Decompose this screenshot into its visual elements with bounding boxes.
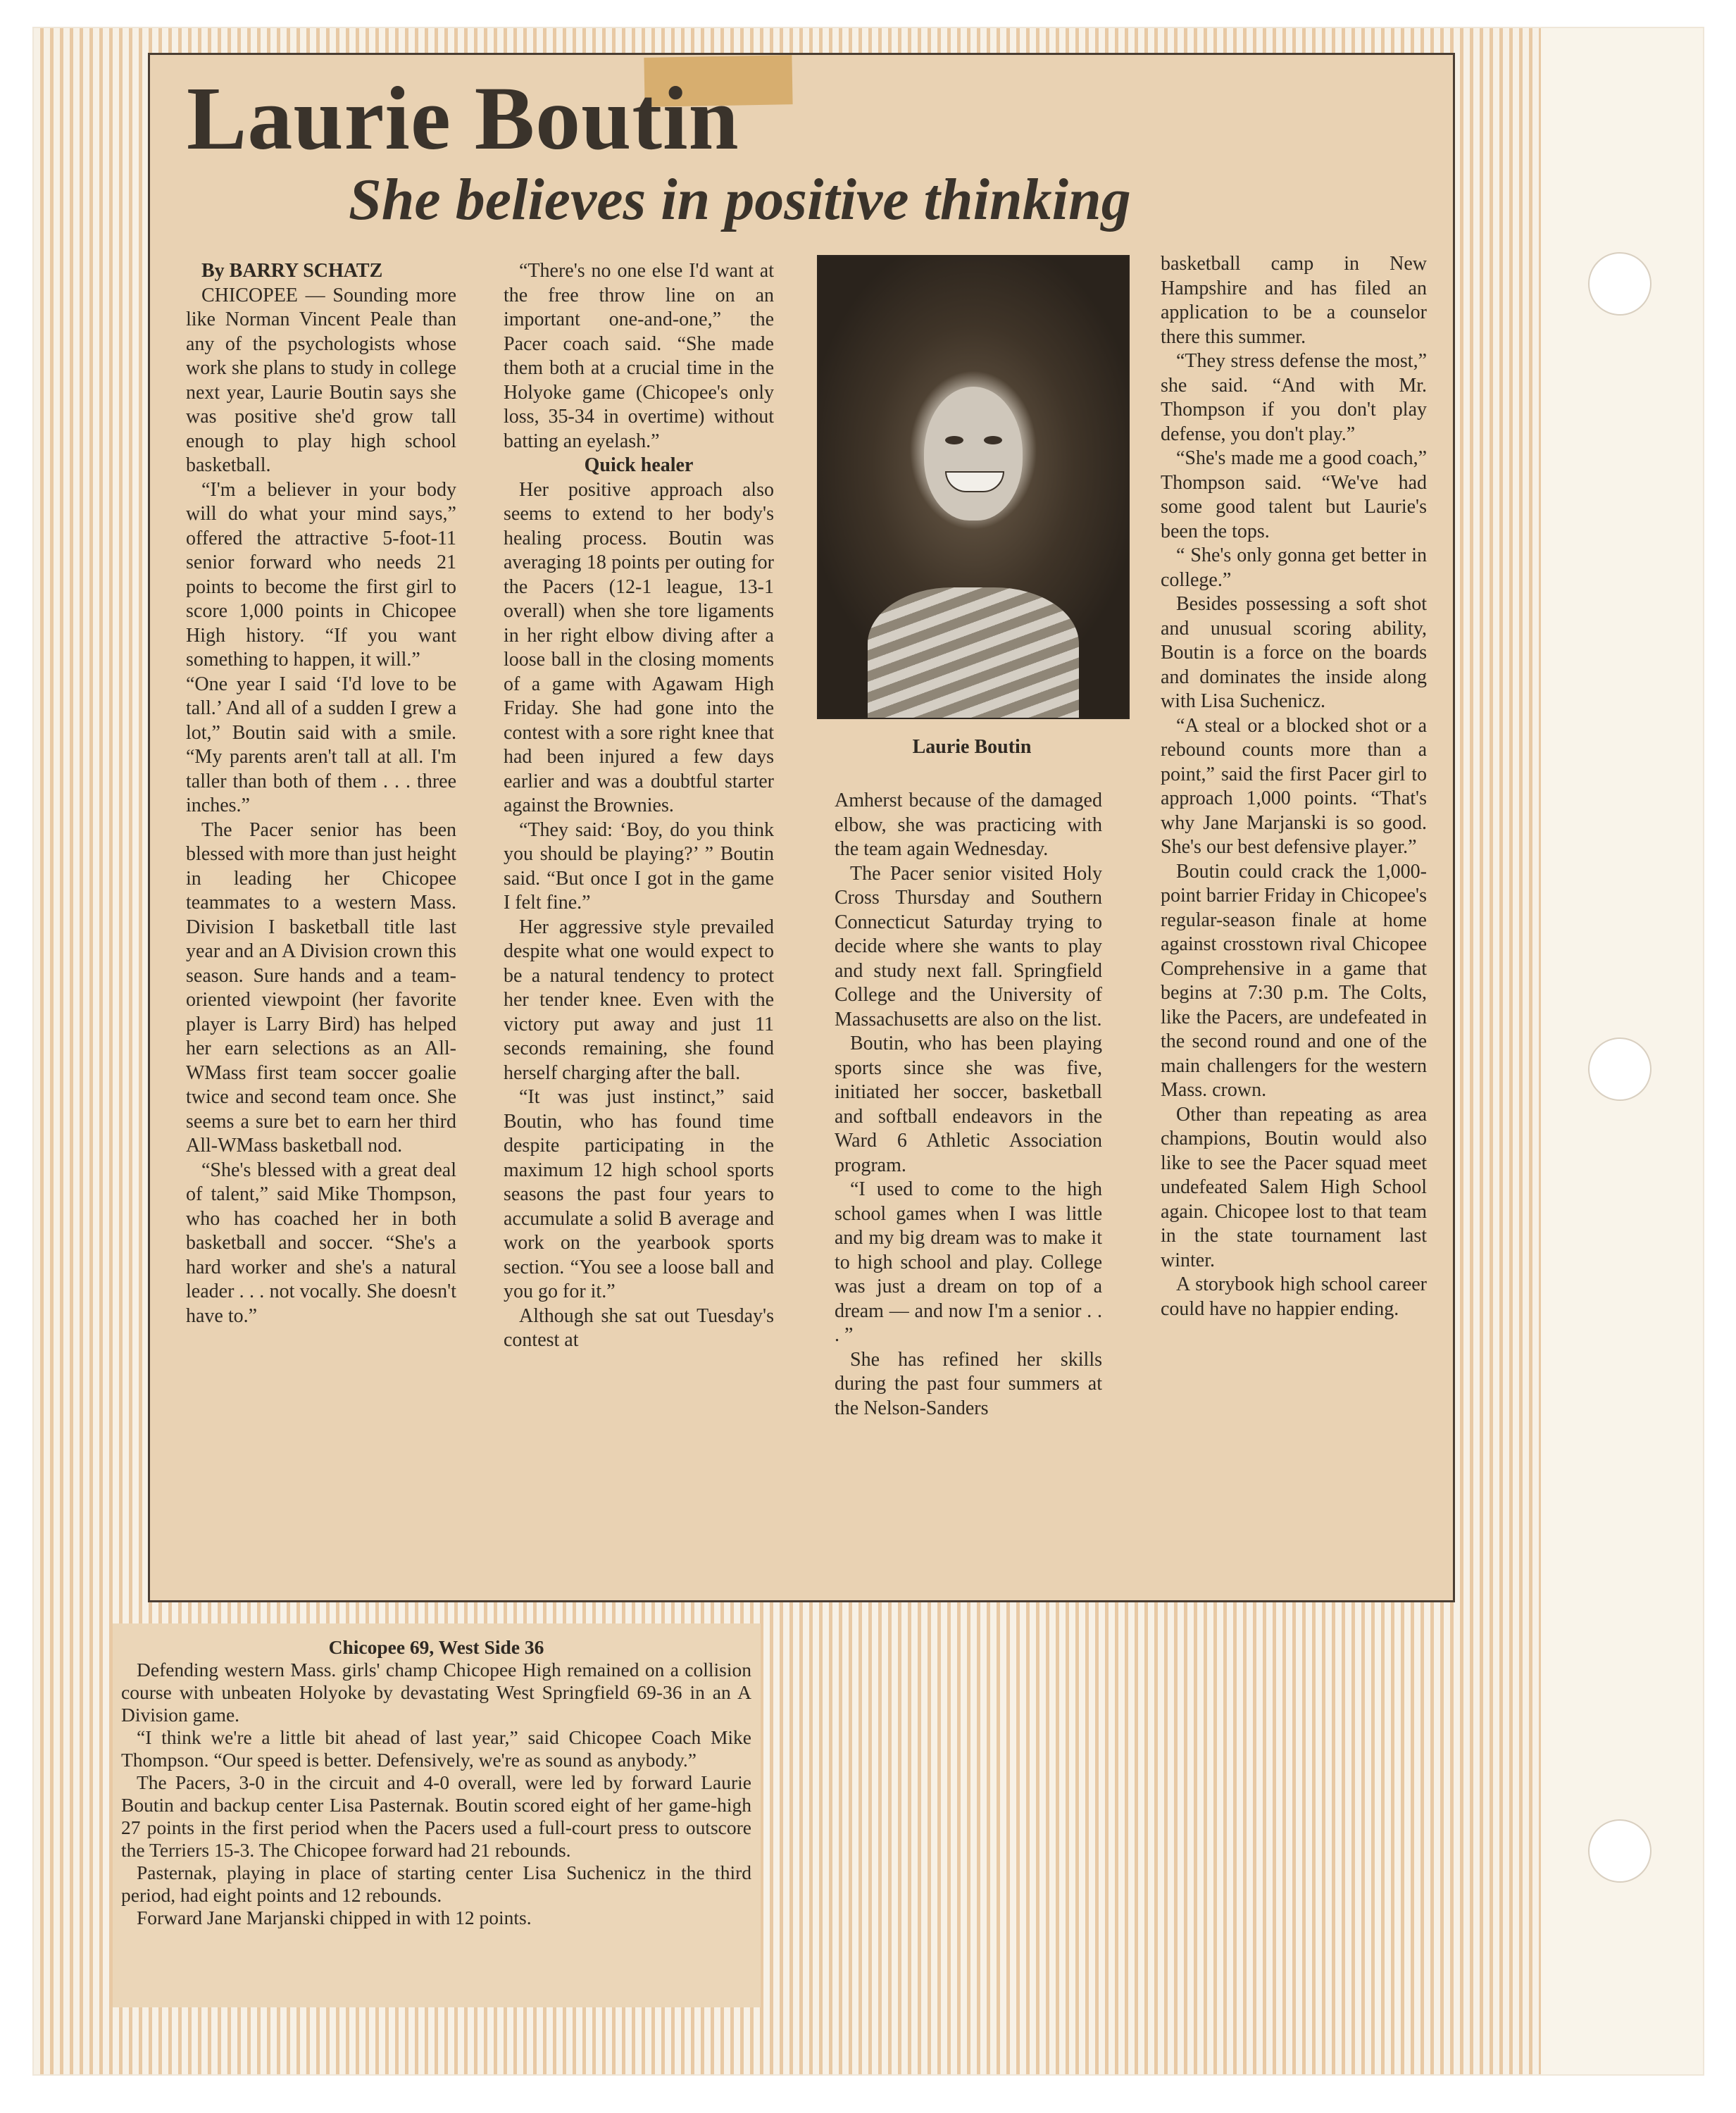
- paragraph: Besides possessing a soft shot and unusual scoring ability, Boutin is a force on the boards and dominates the inside along with Lisa Suchenicz.: [1161, 593, 1427, 712]
- photo-scarf: [868, 587, 1079, 719]
- photo-eye: [945, 436, 963, 444]
- binder-hole-top: [1588, 252, 1651, 316]
- photo-face: [924, 387, 1023, 521]
- portrait-photo: [817, 255, 1130, 719]
- binder-hole-bottom: [1588, 1819, 1651, 1883]
- section-subhead: Quick healer: [584, 454, 694, 476]
- binder-hole-middle: [1588, 1037, 1651, 1101]
- paragraph: A storybook high school career could have no happier ending.: [1161, 1273, 1427, 1320]
- photo-caption: Laurie Boutin: [912, 736, 1032, 758]
- paragraph: The Pacer senior visited Holy Cross Thursday and Southern Connecticut Saturday trying to decide where she wants to play and study next fall. Springfield College and the University of Massachusetts are also on the list.: [835, 862, 1102, 1030]
- paragraph: Pasternak, playing in place of starting center Lisa Suchenicz in the third period, had eight points and 12 rebounds.: [121, 1862, 751, 1906]
- game-report-title: Chicopee 69, West Side 36: [328, 1636, 544, 1658]
- paragraph: “I used to come to the high school games when I was little and my big dream was to make it to high school and play. College was just a dream on top of a dream — and now I'm a senior . . . ”: [835, 1178, 1102, 1346]
- article-subheadline: She believes in positive thinking: [349, 167, 1131, 232]
- paragraph: Her aggressive style prevailed despite what one would expect to be a natural tendency to protect her tender knee. Even with the victory put away and just 11 seconds remaining, she found herself charging after the ball.: [504, 916, 774, 1084]
- paragraph: “ She's only gonna get better in college.”: [1161, 544, 1427, 591]
- paragraph: Other than repeating as area champions, Boutin would also like to see the Pacer squad meet undefeated Salem High School again. Chicopee lost to that team in the state tournament last winter.: [1161, 1103, 1427, 1271]
- paragraph: CHICOPEE — Sounding more like Norman Vincent Peale than any of the psychologists whose work she plans to study in college next year, Laurie Boutin says she was positive she'd grow tall enough to play high school basketball.: [186, 284, 456, 476]
- paragraph: “A steal or a blocked shot or a rebound counts more than a point,” said the first Pacer girl to approach 1,000 points. “That's why Jane Marjanski is so good. She's our best defensive player.”: [1161, 714, 1427, 858]
- paragraph: The Pacers, 3-0 in the circuit and 4-0 overall, were led by forward Laurie Boutin and backup center Lisa Pasternak. Boutin scored eight of her game-high 27 points in the first period when the Pacers used a full-court press to outscore the Terriers 15-3. The Chicopee forward had 21 rebounds.: [121, 1771, 751, 1861]
- paragraph: “There's no one else I'd want at the free throw line on an important one-and-one,” the Pacer coach said. “She made them both at a crucial time in the Holyoke game (Chicopee's only loss, 35-34 in overtime) without batting an eyelash.”: [504, 260, 774, 452]
- paragraph: Her positive approach also seems to extend to her body's healing process. Boutin was averaging 18 points per outing for the Pacers (12-1 league, 13-1 overall) when she tore ligaments in her right elbow diving after a loose ball in the closing moments of a game with Agawam High Friday. She had gone into the contest with a sore right knee that had been injured a few days earlier and was a doubtful starter against the Brownies.: [504, 478, 774, 816]
- paragraph: “She's made me a good coach,” Thompson said. “We've had some good talent but Laurie's been the tops.: [1161, 447, 1427, 542]
- article-column-4: [1161, 252, 1427, 1590]
- paragraph: Although she sat out Tuesday's contest at: [504, 1304, 774, 1351]
- game-report-text: [121, 1636, 751, 1929]
- photo-eye: [984, 436, 1002, 444]
- paragraph: “She's blessed with a great deal of talent,” said Mike Thompson, who has coached her in both basketball and soccer. “She's a hard worker and she's a natural leader . . . not vocally. She doesn't have to.”: [186, 1159, 456, 1327]
- paragraph: The Pacer senior has been blessed with more than just height in leading her Chicopee teammates to a western Mass. Division I basketball title last year and an A Division crown this season. Sure hands and a team-oriented viewpoint (her favorite player is Larry Bird) has helped her earn selections as an All-WMass first team soccer goalie twice and second team once. She seems a sure bet to earn her third All-WMass basketball nod.: [186, 818, 456, 1157]
- paragraph: basketball camp in New Hampshire and has filed an application to be a counselor there this summer.: [1161, 253, 1427, 348]
- article-column-3: [835, 789, 1102, 1592]
- article-column-2: [504, 259, 774, 1590]
- paragraph: “I'm a believer in your body will do what your mind says,” offered the attractive 5-foot-11 senior forward who needs 21 points to become the first girl to score 1,000 points in Chicopee High history. “If you want something to happen, it will.”: [186, 478, 456, 671]
- paragraph: Boutin, who has been playing sports since she was five, initiated her soccer, basketball and softball endeavors in the Ward 6 Athletic Association program.: [835, 1033, 1102, 1176]
- paragraph: Defending western Mass. girls' champ Chicopee High remained on a collision course with unbeaten Holyoke by devastating West Springfield 69-36 in an A Division game.: [121, 1659, 751, 1726]
- article-headline: Laurie Boutin: [187, 68, 739, 168]
- paragraph: “It was just instinct,” said Boutin, who has found time despite participating in the maximum 12 high school sports seasons the past four years to accumulate a solid B average and work on the yearbook sports section. “You see a loose ball and you go for it.”: [504, 1086, 774, 1302]
- game-report-clipping: [113, 1623, 761, 2007]
- paragraph: “I think we're a little bit ahead of last year,” said Chicopee Coach Mike Thompson. “Our speed is better. Defensively, we're as sound as anybody.”: [121, 1726, 751, 1771]
- byline: By BARRY SCHATZ: [201, 260, 383, 282]
- paragraph: “They stress defense the most,” she said. “And with Mr. Thompson if you don't play defense, you don't play.”: [1161, 350, 1427, 445]
- paragraph: “They said: ‘Boy, do you think you should be playing?’ ” Boutin said. “But once I got in the game I felt fine.”: [504, 818, 774, 914]
- paragraph: “One year I said ‘I'd love to be tall.’ And all of a sudden I grew a lot,” Boutin said with a smile. “My parents aren't tall at all. I'm taller than both of them . . . three inches.”: [186, 673, 456, 816]
- paragraph: Boutin could crack the 1,000-point barrier Friday in Chicopee's regular-season finale at home against crosstown rival Chicopee Comprehensive in a game that begins at 7:30 p.m. The Colts, like the Pacers, are undefeated in the second round and one of the main challengers for the western Mass. crown.: [1161, 860, 1427, 1101]
- paragraph: She has refined her skills during the past four summers at the Nelson-Sanders: [835, 1348, 1102, 1419]
- article-column-1: [186, 259, 456, 1597]
- paragraph: Amherst because of the damaged elbow, she was practicing with the team again Wednesday.: [835, 790, 1102, 860]
- paragraph: Forward Jane Marjanski chipped in with 12 points.: [137, 1907, 532, 1928]
